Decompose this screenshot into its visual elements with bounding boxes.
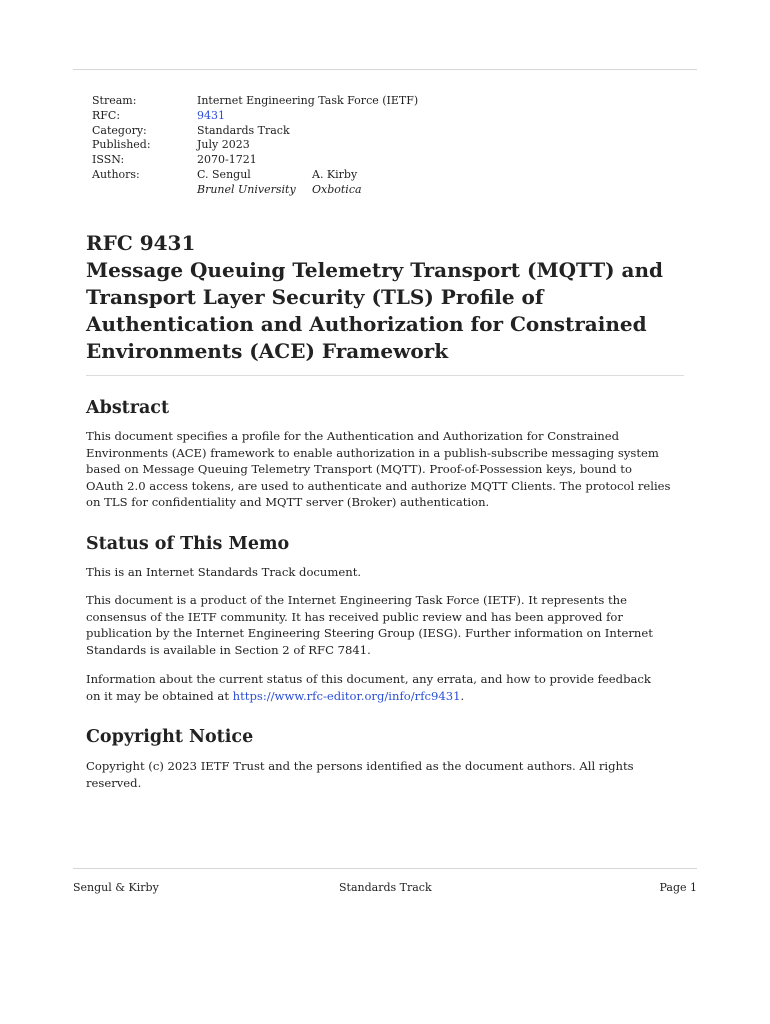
rfc-title-number: RFC 9431	[86, 231, 196, 255]
title-line: Authentication and Authorization for Constrained	[86, 312, 647, 336]
meta-stream: Internet Engineering Task Force (IETF)	[197, 94, 419, 107]
meta-published: July 2023	[197, 138, 250, 152]
document-metadata	[92, 94, 418, 198]
meta-label: Authors:	[92, 167, 140, 181]
abstract-heading: Abstract	[86, 398, 170, 418]
text-line: This document is a product of the Internet Engineering Task Force (IETF). It represents the	[86, 593, 627, 607]
header-rule	[73, 69, 697, 70]
text-line: This document specifies a profile for the Authentication and Authorization for Constrained	[86, 429, 620, 443]
status-paragraph-2	[86, 592, 696, 658]
text-line: Environments (ACE) framework to enable authorization in a publish-subscribe messaging system	[86, 445, 659, 460]
footer-authors: Sengul & Kirby	[73, 881, 159, 894]
meta-label: Published:	[92, 138, 151, 152]
meta-label: Stream:	[92, 94, 137, 107]
title-line: Message Queuing Telemetry Transport (MQTT) and	[86, 258, 663, 282]
meta-issn: 2070-1721	[197, 153, 257, 167]
meta-row-published	[92, 138, 418, 153]
text-line: Standards is available in Section 2 of RFC 7841.	[86, 642, 371, 657]
footer-page-number: Page 1	[659, 881, 697, 894]
meta-row-issn	[92, 153, 418, 168]
status-paragraph-3	[86, 671, 696, 704]
title-line: Transport Layer Security (TLS) Profile of	[86, 285, 544, 309]
document-title	[86, 230, 696, 365]
author-name: A. Kirby	[312, 167, 358, 181]
text-line: reserved.	[86, 775, 142, 790]
meta-row-stream	[92, 94, 418, 109]
meta-row-authors	[92, 168, 418, 183]
meta-row-category	[92, 124, 418, 139]
abstract-paragraph	[86, 428, 696, 511]
text-line: Information about the current status of this document, any errata, and how to provide feedback	[86, 672, 651, 686]
author-name: C. Sengul	[197, 167, 251, 181]
text-line: Copyright (c) 2023 IETF Trust and the persons identified as the document authors. All rights	[86, 759, 634, 773]
copyright-heading: Copyright Notice	[86, 727, 254, 747]
text-line: consensus of the IETF community. It has received public review and has been approved for	[86, 609, 623, 624]
footer-rule	[73, 868, 697, 869]
meta-label: RFC:	[92, 108, 121, 122]
text-line: publication by the Internet Engineering Steering Group (IESG). Further information on Internet	[86, 626, 653, 641]
meta-label: ISSN:	[92, 153, 125, 167]
meta-category: Standards Track	[197, 123, 290, 137]
text-line: on it may be obtained at https://www.rfc-editor.org/info/rfc9431.	[86, 688, 465, 703]
author-org: Brunel University	[197, 182, 296, 196]
status-paragraph-1	[86, 564, 696, 581]
text-line: based on Message Queuing Telemetry Transport (MQTT). Proof-of-Possession keys, bound to	[86, 462, 632, 477]
text-line: OAuth 2.0 access tokens, are used to authenticate and authorize MQTT Clients. The protocol relies	[86, 478, 671, 493]
text-line: This is an Internet Standards Track document.	[86, 565, 362, 579]
status-heading: Status of This Memo	[86, 534, 290, 554]
footer-category: Standards Track	[339, 881, 432, 894]
author-org: Oxbotica	[312, 182, 362, 196]
rfc-editor-info-link[interactable]: https://www.rfc-editor.org/info/rfc9431	[232, 688, 461, 703]
meta-row-rfc	[92, 109, 418, 124]
title-divider	[86, 375, 684, 376]
title-line: Environments (ACE) Framework	[86, 339, 449, 363]
rfc-number-link[interactable]: 9431	[197, 108, 225, 122]
meta-row-affiliations	[92, 183, 418, 198]
text-line: on TLS for confidentiality and MQTT server (Broker) authentication.	[86, 495, 490, 510]
meta-label: Category:	[92, 123, 147, 137]
copyright-paragraph	[86, 758, 696, 791]
